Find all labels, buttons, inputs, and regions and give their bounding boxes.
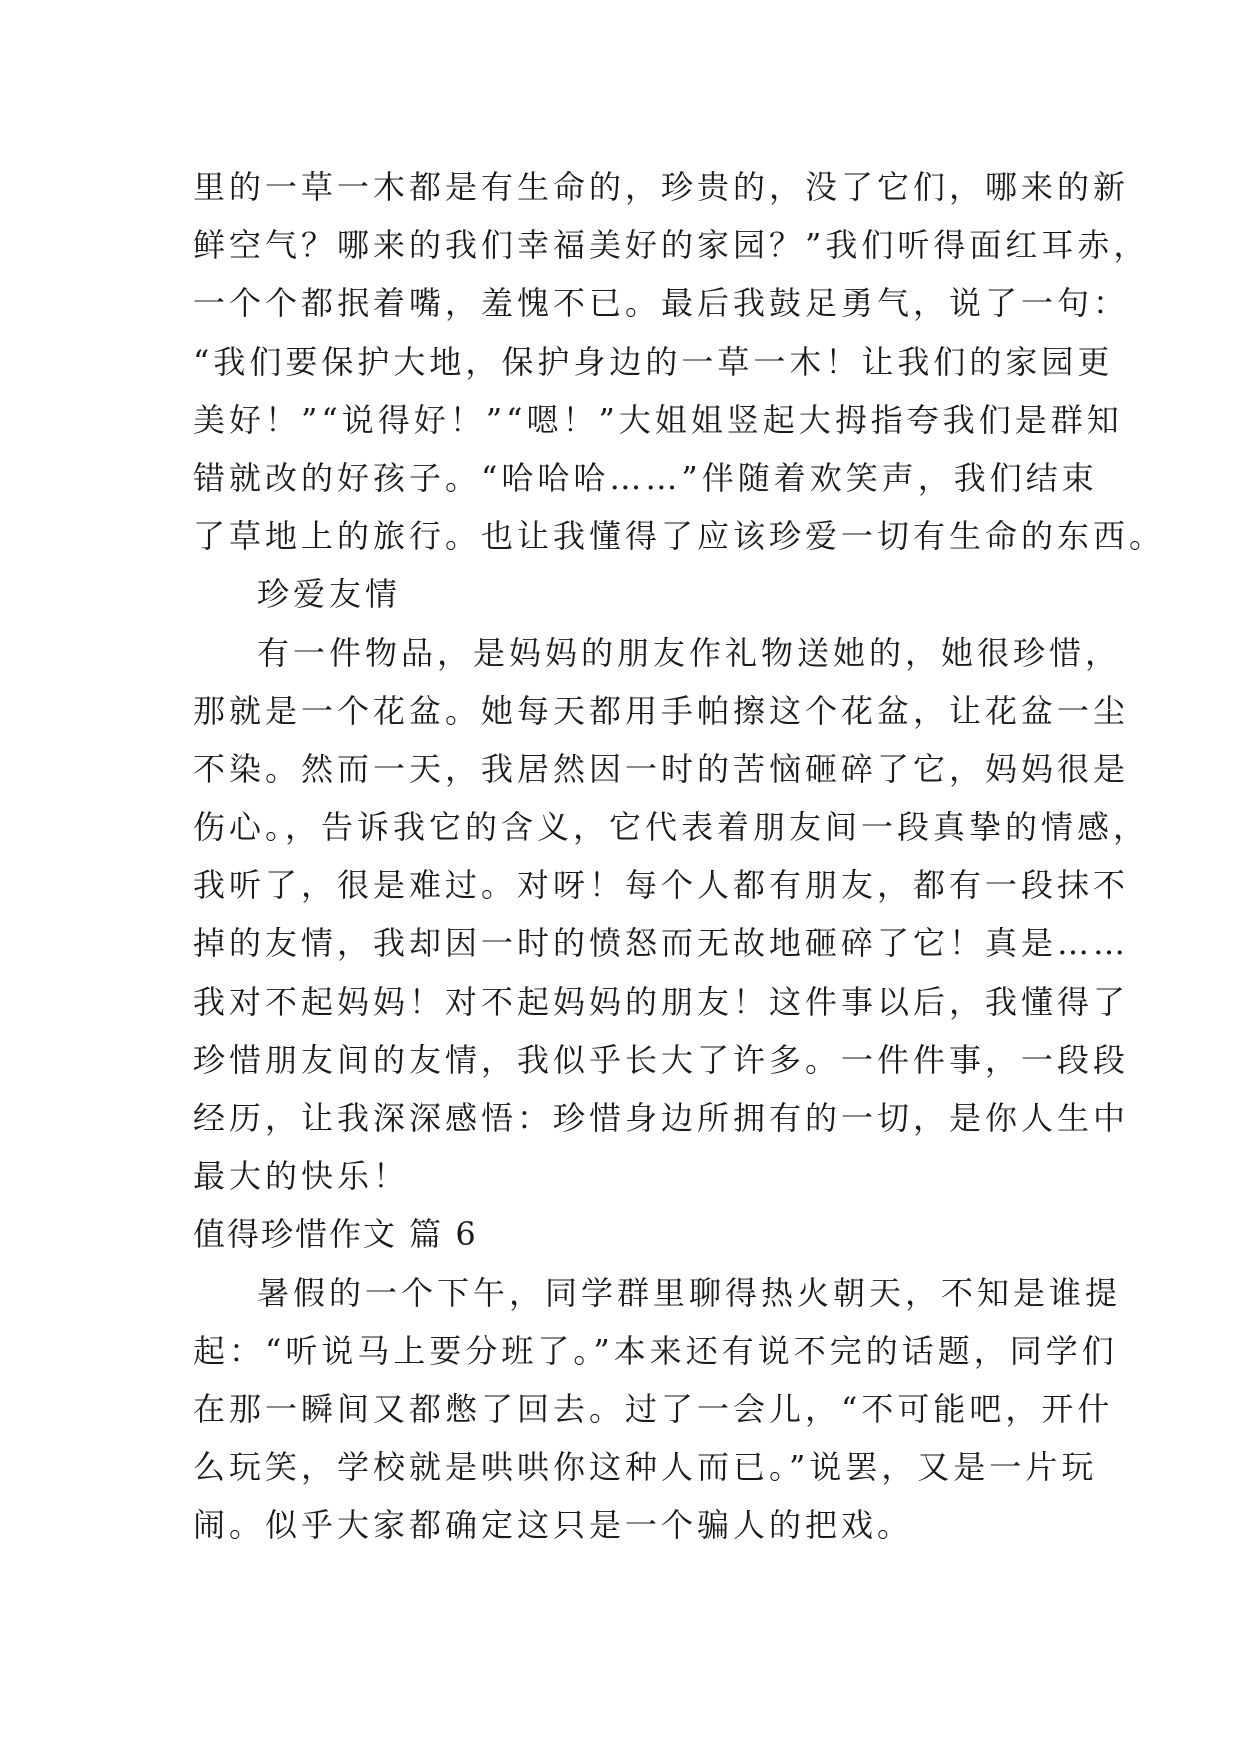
paragraph-line: 最大的快乐！ xyxy=(193,1157,410,1196)
paragraph-line: 错就改的好孩子。“哈哈哈……”伴随着欢笑声，我们结束 xyxy=(193,458,1098,497)
paragraph-line: 在那一瞬间又都憋了回去。过了一会儿，“不可能吧，开什 xyxy=(193,1389,1114,1428)
paragraph-line: 不染。然而一天，我居然因一时的苦恼砸碎了它，妈妈很是 xyxy=(193,749,1130,788)
paragraph-line: 有一件物品，是妈妈的朋友作礼物送她的，她很珍惜， xyxy=(257,633,1122,672)
paragraph-line: 我对不起妈妈！对不起妈妈的朋友！这件事以后，我懂得了 xyxy=(193,982,1130,1021)
paragraph-line: 一个个都抿着嘴，羞愧不已。最后我鼓足勇气，说了一句： xyxy=(193,284,1130,323)
paragraph-line: 我听了，很是难过。对呀！每个人都有朋友，都有一段抹不 xyxy=(193,866,1130,905)
paragraph-line: 珍惜朋友间的友情，我似乎长大了许多。一件件事，一段段 xyxy=(193,1040,1130,1079)
section-title: 值得珍惜作文 篇 6 xyxy=(193,1215,478,1254)
paragraph-line: 美好！”“说得好！”“嗯！”大姐姐竖起大拇指夸我们是群知 xyxy=(193,400,1123,439)
paragraph-line: 闹。似乎大家都确定这只是一个骗人的把戏。 xyxy=(193,1506,914,1545)
subheading: 珍爱友情 xyxy=(257,575,402,614)
paragraph-line: 那就是一个花盆。她每天都用手帕擦这个花盆，让花盆一尘 xyxy=(193,691,1130,730)
document-body xyxy=(193,158,1166,1555)
paragraph-line: “我们要保护大地，保护身边的一草一木！让我们的家园更 xyxy=(193,342,1114,381)
paragraph-line: 鲜空气？哪来的我们幸福美好的家园？”我们听得面红耳赤， xyxy=(193,226,1150,265)
paragraph-line: 掉的友情，我却因一时的愤怒而无故地砸碎了它！真是…… xyxy=(193,924,1130,963)
paragraph-line: 伤心。，告诉我它的含义，它代表着朋友间一段真挚的情感， xyxy=(193,808,1150,847)
paragraph xyxy=(193,1264,1122,1555)
paragraph xyxy=(193,624,1150,1206)
paragraph-line: 了草地上的旅行。也让我懂得了应该珍爱一切有生命的东西。 xyxy=(193,517,1166,556)
paragraph-line: 么玩笑，学校就是哄哄你这种人而已。”说罢，又是一片玩 xyxy=(193,1448,1098,1487)
paragraph-line: 经历，让我深深感悟：珍惜身边所拥有的一切，是你人生中 xyxy=(193,1099,1130,1137)
paragraph-line: 里的一草一木都是有生命的，珍贵的，没了它们，哪来的新 xyxy=(193,168,1130,206)
paragraph xyxy=(193,158,1166,565)
paragraph-line: 起：“听说马上要分班了。”本来还有说不完的话题，同学们 xyxy=(193,1331,1118,1370)
paragraph-line: 暑假的一个下午，同学群里聊得热火朝天，不知是谁提 xyxy=(257,1273,1122,1312)
